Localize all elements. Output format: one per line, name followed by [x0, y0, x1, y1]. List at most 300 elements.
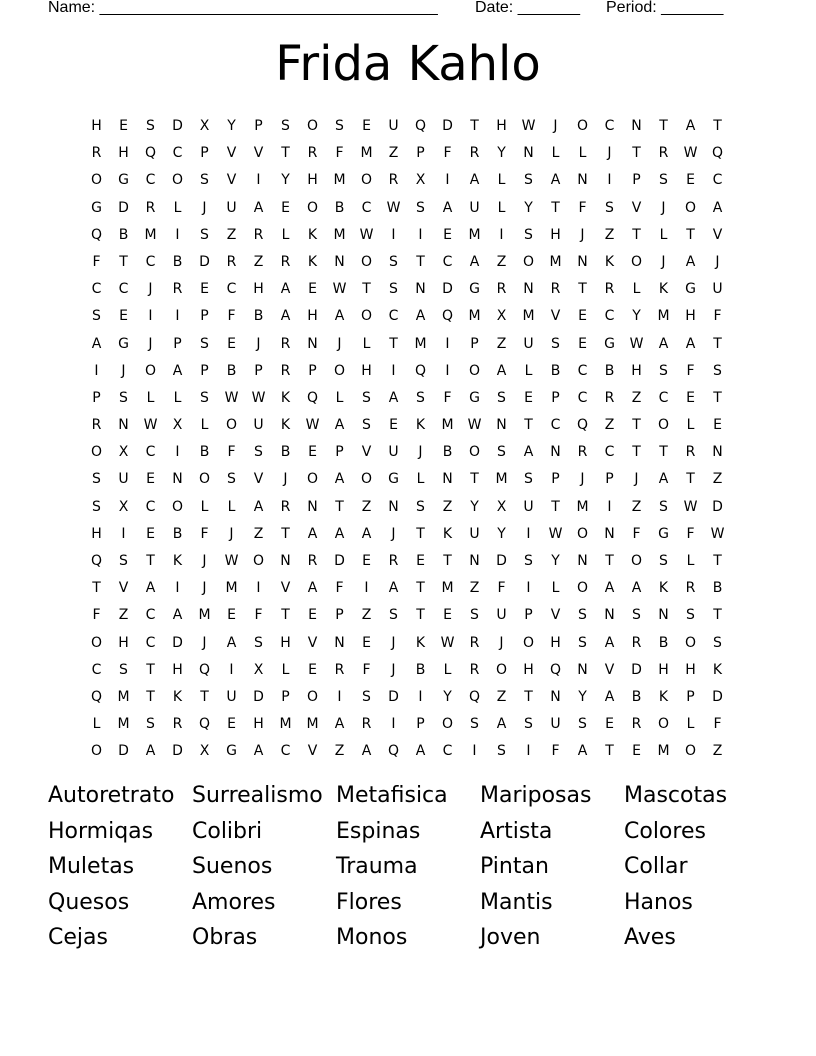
grid-letter: N — [604, 525, 615, 542]
grid-letter: B — [415, 661, 426, 678]
grid-letter: A — [496, 716, 507, 733]
grid-letter: E — [632, 743, 641, 760]
grid-letter: T — [362, 281, 371, 298]
grid-letter: Z — [712, 471, 723, 488]
grid-letter: E — [308, 444, 317, 461]
grid-letter: O — [90, 743, 103, 760]
grid-letter: U — [226, 688, 237, 705]
grid-letter: O — [360, 308, 373, 325]
grid-letter: S — [119, 389, 128, 406]
grid-letter: O — [495, 661, 508, 678]
grid-letter: M — [468, 226, 481, 243]
grid-letter: L — [497, 172, 506, 189]
grid-letter: O — [684, 634, 697, 651]
grid-letter: J — [499, 634, 504, 651]
grid-letter: G — [226, 743, 237, 760]
grid-letter: V — [307, 743, 318, 760]
word-list-item: Artista — [480, 818, 553, 844]
grid-letter: C — [604, 444, 615, 461]
grid-letter: T — [281, 525, 290, 542]
grid-letter: U — [712, 281, 723, 298]
grid-letter: B — [631, 688, 642, 705]
grid-letter: E — [416, 553, 425, 569]
grid-letter: T — [416, 580, 425, 597]
grid-letter: S — [713, 634, 722, 651]
grid-letter: I — [175, 226, 180, 243]
grid-letter: N — [658, 607, 669, 624]
grid-letter: A — [145, 580, 156, 597]
grid-letter: O — [522, 634, 535, 651]
grid-letter: Y — [227, 118, 236, 134]
grid-letter: O — [522, 253, 535, 270]
grid-letter: O — [684, 199, 697, 216]
grid-letter: C — [145, 444, 156, 461]
grid-letter: A — [253, 199, 264, 216]
grid-letter: R — [631, 716, 642, 733]
grid-letter: B — [658, 634, 669, 651]
grid-letter: R — [280, 362, 291, 379]
grid-letter: H — [172, 661, 183, 678]
grid-letter: P — [686, 688, 695, 705]
grid-letter: N — [307, 498, 318, 515]
grid-letter: P — [335, 607, 344, 624]
grid-letter: E — [686, 389, 695, 406]
grid-letter: A — [415, 743, 426, 760]
word-list-item: Aves — [624, 925, 676, 951]
grid-letter: M — [468, 308, 481, 325]
grid-letter: M — [333, 172, 346, 189]
grid-letter: Y — [470, 498, 479, 515]
grid-letter: I — [256, 580, 261, 597]
grid-letter: A — [685, 118, 696, 134]
grid-letter: P — [281, 688, 290, 705]
date-field-label: Date: _______ — [475, 0, 580, 16]
grid-letter: N — [604, 607, 615, 624]
grid-letter: J — [202, 199, 207, 216]
grid-letter: I — [526, 525, 531, 542]
grid-letter: J — [202, 553, 207, 569]
grid-letter: E — [227, 335, 236, 352]
grid-letter: Z — [388, 145, 399, 162]
grid-letter: K — [712, 661, 723, 678]
grid-letter: T — [551, 199, 560, 216]
grid-letter: J — [391, 634, 396, 651]
grid-letter: S — [632, 607, 641, 624]
grid-letter: T — [389, 335, 398, 352]
grid-letter: E — [362, 118, 371, 134]
grid-letter: C — [172, 145, 183, 162]
grid-letter: L — [686, 716, 695, 733]
grid-letter: D — [253, 688, 264, 705]
grid-letter: T — [551, 498, 560, 515]
grid-letter: Y — [443, 688, 452, 705]
grid-letter: L — [551, 580, 560, 597]
grid-letter: R — [172, 281, 183, 298]
grid-letter: T — [146, 688, 155, 705]
grid-letter: D — [442, 118, 453, 134]
grid-letter: I — [445, 335, 450, 352]
grid-letter: Z — [118, 607, 129, 624]
word-list-item: Mascotas — [624, 783, 728, 808]
grid-letter: A — [604, 688, 615, 705]
grid-letter: G — [388, 471, 399, 488]
grid-letter: M — [117, 716, 130, 733]
grid-letter: U — [388, 118, 399, 134]
grid-letter: A — [658, 471, 669, 488]
grid-letter: T — [92, 580, 101, 597]
grid-letter: F — [227, 308, 236, 325]
grid-letter: S — [497, 444, 506, 461]
grid-letter: J — [283, 471, 288, 488]
grid-letter: Z — [631, 498, 642, 515]
grid-letter: T — [659, 118, 668, 134]
grid-letter: D — [118, 199, 129, 216]
grid-letter: E — [146, 471, 155, 488]
grid-letter: K — [172, 553, 183, 569]
grid-letter: F — [92, 607, 101, 624]
grid-letter: B — [334, 199, 345, 216]
grid-letter: M — [657, 308, 670, 325]
grid-letter: M — [333, 226, 346, 243]
grid-letter: S — [119, 553, 128, 569]
word-list-item: Espinas — [336, 818, 421, 844]
grid-letter: K — [172, 688, 183, 705]
grid-letter: T — [632, 417, 641, 434]
grid-letter: I — [472, 743, 477, 760]
grid-letter: V — [280, 580, 291, 597]
grid-letter: E — [308, 281, 317, 298]
grid-letter: T — [146, 553, 155, 569]
grid-letter: G — [91, 199, 102, 216]
grid-letter: A — [334, 308, 345, 325]
grid-letter: Y — [524, 199, 533, 216]
grid-letter: R — [172, 716, 183, 733]
grid-letter: I — [148, 308, 153, 325]
grid-letter: M — [441, 417, 454, 434]
grid-letter: F — [200, 525, 209, 542]
grid-letter: L — [200, 417, 209, 434]
grid-letter: L — [551, 145, 560, 162]
grid-letter: Q — [198, 661, 211, 678]
grid-letter: Z — [712, 743, 723, 760]
grid-letter: R — [361, 716, 372, 733]
grid-letter: Q — [441, 308, 454, 325]
letter-grid — [83, 113, 731, 766]
grid-letter: N — [388, 498, 399, 515]
grid-letter: R — [91, 145, 102, 162]
grid-letter: N — [307, 335, 318, 352]
grid-letter: F — [335, 580, 344, 597]
grid-letter: C — [280, 743, 291, 760]
grid-letter: W — [305, 417, 320, 434]
grid-letter: T — [659, 444, 668, 461]
grid-letter: H — [550, 226, 561, 243]
grid-letter: E — [227, 607, 236, 624]
grid-letter: X — [199, 118, 210, 134]
grid-letter: A — [712, 199, 723, 216]
grid-letter: D — [442, 281, 453, 298]
grid-letter: M — [441, 580, 454, 597]
grid-letter: R — [469, 661, 480, 678]
grid-letter: S — [578, 607, 587, 624]
grid-letter: H — [91, 118, 102, 134]
grid-letter: Q — [387, 743, 400, 760]
grid-letter: A — [307, 525, 318, 542]
grid-letter: J — [418, 444, 423, 461]
grid-letter: V — [253, 471, 264, 488]
word-list-item: Collar — [624, 854, 688, 880]
grid-letter: M — [549, 253, 562, 270]
grid-letter: H — [118, 634, 129, 651]
grid-letter: J — [121, 362, 126, 379]
grid-letter: I — [418, 688, 423, 705]
grid-letter: R — [334, 661, 345, 678]
grid-letter: V — [712, 226, 723, 243]
grid-letter: D — [388, 688, 399, 705]
grid-letter: E — [443, 607, 452, 624]
grid-letter: R — [550, 281, 561, 298]
grid-letter: D — [172, 634, 183, 651]
grid-letter: G — [118, 335, 129, 352]
grid-letter: N — [712, 444, 723, 461]
grid-letter: S — [146, 716, 155, 733]
grid-letter: S — [200, 172, 209, 189]
grid-letter: C — [145, 172, 156, 189]
grid-letter: S — [524, 471, 533, 488]
grid-letter: P — [254, 118, 263, 134]
grid-letter: X — [172, 417, 183, 434]
grid-letter: P — [92, 389, 101, 406]
grid-letter: J — [391, 525, 396, 542]
grid-letter: S — [470, 716, 479, 733]
grid-letter: N — [415, 281, 426, 298]
grid-letter: W — [143, 417, 158, 434]
grid-letter: M — [279, 716, 292, 733]
grid-letter: L — [632, 281, 641, 298]
grid-letter: O — [576, 580, 589, 597]
grid-letter: S — [200, 389, 209, 406]
header-fields — [48, 0, 768, 21]
grid-letter: P — [470, 335, 479, 352]
grid-letter: O — [576, 118, 589, 134]
grid-letter: O — [306, 471, 319, 488]
grid-letter: L — [686, 553, 695, 569]
grid-letter: L — [335, 389, 344, 406]
word-list-item: Mantis — [480, 889, 553, 915]
grid-letter: X — [415, 172, 426, 189]
grid-letter: T — [524, 688, 533, 705]
grid-letter: T — [335, 498, 344, 515]
grid-letter: S — [659, 498, 668, 515]
grid-letter: T — [632, 226, 641, 243]
grid-letter: O — [198, 471, 211, 488]
grid-letter: I — [526, 580, 531, 597]
grid-letter: P — [200, 362, 209, 379]
grid-letter: O — [225, 417, 238, 434]
grid-letter: T — [632, 145, 641, 162]
grid-letter: W — [224, 389, 239, 406]
grid-letter: O — [468, 362, 481, 379]
grid-letter: S — [362, 688, 371, 705]
grid-letter: C — [604, 308, 615, 325]
grid-letter: E — [389, 417, 398, 434]
grid-letter: O — [441, 716, 454, 733]
grid-letter: W — [629, 335, 644, 352]
grid-letter: T — [416, 525, 425, 542]
grid-letter: R — [388, 172, 399, 189]
grid-letter: C — [145, 607, 156, 624]
grid-letter: J — [580, 226, 585, 243]
grid-letter: A — [280, 308, 291, 325]
grid-letter: F — [686, 525, 695, 542]
grid-letter: W — [521, 118, 536, 134]
grid-letter: T — [713, 607, 722, 624]
grid-letter: H — [307, 308, 318, 325]
grid-letter: E — [119, 308, 128, 325]
grid-letter: C — [442, 253, 453, 270]
grid-letter: T — [605, 743, 614, 760]
grid-letter: Y — [551, 553, 560, 569]
grid-letter: G — [118, 172, 129, 189]
grid-letter: R — [280, 498, 291, 515]
grid-letter: O — [657, 417, 670, 434]
grid-letter: C — [442, 743, 453, 760]
grid-letter: T — [686, 471, 695, 488]
puzzle-title: Frida Kahlo — [275, 36, 541, 92]
grid-letter: V — [118, 580, 129, 597]
grid-letter: I — [121, 525, 126, 542]
grid-letter: J — [391, 661, 396, 678]
grid-letter: Z — [361, 607, 372, 624]
grid-letter: I — [607, 498, 612, 515]
word-list-item: Amores — [192, 889, 276, 915]
grid-letter: V — [604, 661, 615, 678]
grid-letter: M — [306, 716, 319, 733]
grid-letter: S — [362, 417, 371, 434]
grid-letter: J — [337, 335, 342, 352]
grid-letter: F — [686, 362, 695, 379]
grid-letter: E — [362, 553, 371, 569]
grid-letter: N — [550, 444, 561, 461]
grid-letter: T — [713, 118, 722, 134]
grid-letter: B — [172, 525, 183, 542]
grid-letter: W — [386, 199, 401, 216]
grid-letter: T — [281, 145, 290, 162]
grid-letter: X — [118, 498, 129, 515]
grid-letter: S — [200, 226, 209, 243]
grid-letter: A — [334, 471, 345, 488]
grid-letter: A — [361, 743, 372, 760]
word-list-item: Hormiqas — [48, 818, 154, 844]
grid-letter: W — [251, 389, 266, 406]
grid-letter: S — [362, 389, 371, 406]
grid-letter: I — [418, 226, 423, 243]
grid-letter: O — [630, 553, 643, 569]
grid-letter: A — [604, 634, 615, 651]
grid-letter: P — [551, 471, 560, 488]
grid-letter: S — [92, 498, 101, 515]
grid-letter: F — [713, 308, 722, 325]
grid-letter: Z — [496, 253, 507, 270]
grid-letter: B — [118, 226, 129, 243]
grid-letter: C — [361, 199, 372, 216]
grid-letter: P — [200, 145, 209, 162]
grid-letter: K — [658, 688, 669, 705]
grid-letter: O — [360, 172, 373, 189]
grid-letter: Z — [253, 253, 264, 270]
grid-letter: R — [685, 580, 696, 597]
grid-letter: A — [685, 253, 696, 270]
grid-letter: U — [550, 716, 561, 733]
grid-letter: X — [199, 743, 210, 760]
grid-letter: T — [713, 389, 722, 406]
grid-letter: T — [470, 118, 479, 134]
grid-letter: C — [145, 498, 156, 515]
grid-letter: E — [686, 172, 695, 189]
grid-letter: E — [308, 661, 317, 678]
period-field-label: Period: _______ — [606, 0, 724, 16]
grid-letter: X — [496, 308, 507, 325]
grid-letter: O — [171, 172, 184, 189]
grid-letter: S — [578, 716, 587, 733]
grid-letter: H — [253, 281, 264, 298]
grid-letter: N — [631, 118, 642, 134]
grid-letter: L — [281, 226, 290, 243]
grid-letter: A — [415, 308, 426, 325]
grid-letter: N — [577, 172, 588, 189]
grid-letter: E — [524, 389, 533, 406]
grid-letter: J — [202, 634, 207, 651]
grid-letter: N — [280, 553, 291, 569]
grid-letter: D — [172, 743, 183, 760]
grid-letter: U — [469, 525, 480, 542]
grid-letter: A — [361, 525, 372, 542]
grid-letter: E — [713, 417, 722, 434]
grid-letter: A — [658, 335, 669, 352]
grid-letter: F — [578, 199, 587, 216]
grid-letter: R — [658, 145, 669, 162]
grid-letter: T — [713, 553, 722, 569]
grid-letter: K — [307, 253, 318, 270]
grid-letter: X — [253, 661, 264, 678]
grid-letter: E — [227, 716, 236, 733]
grid-letter: J — [661, 253, 666, 270]
name-field-label: Name: ______________________________________ — [48, 0, 438, 16]
grid-letter: F — [443, 389, 452, 406]
grid-letter: I — [364, 580, 369, 597]
grid-letter: E — [281, 199, 290, 216]
grid-letter: A — [145, 743, 156, 760]
grid-letter: L — [659, 226, 668, 243]
grid-letter: G — [685, 281, 696, 298]
grid-letter: J — [553, 118, 558, 134]
grid-letter: I — [526, 743, 531, 760]
grid-letter: S — [659, 553, 668, 569]
grid-letter: K — [658, 580, 669, 597]
grid-letter: L — [524, 362, 533, 379]
grid-letter: A — [388, 580, 399, 597]
grid-letter: J — [148, 281, 153, 298]
grid-letter: I — [445, 362, 450, 379]
grid-letter: V — [253, 145, 264, 162]
grid-letter: Q — [306, 389, 319, 406]
grid-letter: T — [200, 688, 209, 705]
grid-letter: S — [605, 199, 614, 216]
grid-letter: I — [94, 362, 99, 379]
grid-letter: G — [469, 281, 480, 298]
grid-letter: P — [308, 362, 317, 379]
grid-letter: F — [227, 444, 236, 461]
